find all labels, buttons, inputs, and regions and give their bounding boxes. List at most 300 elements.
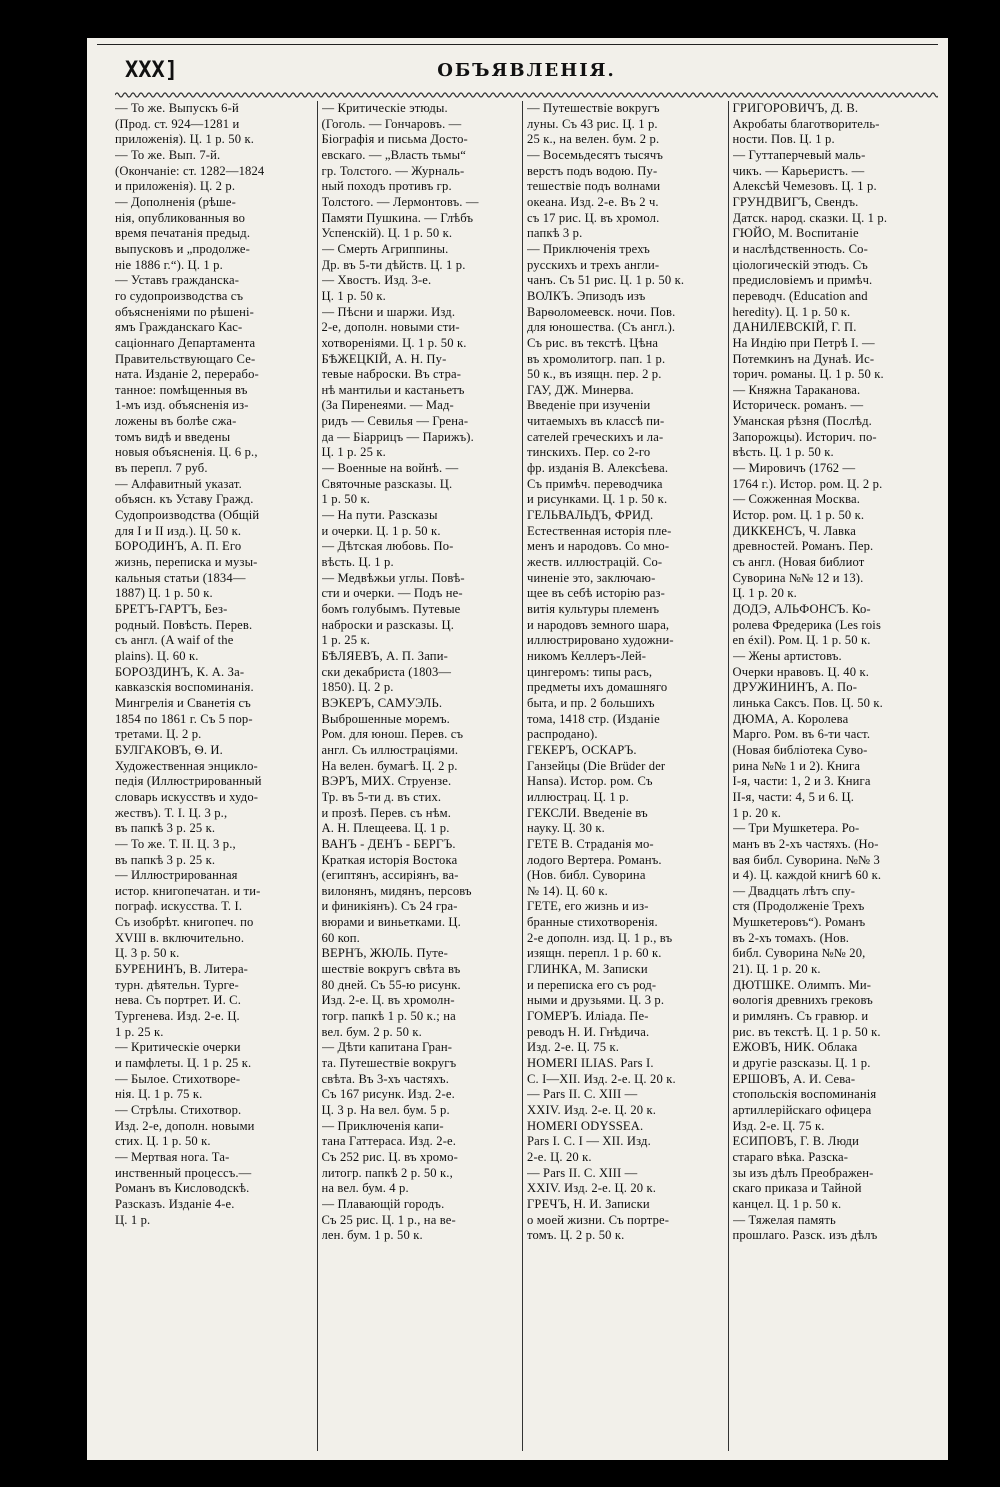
text-line: для юношества. (Съ англ.). <box>527 320 676 335</box>
text-line: Естественная исторія пле- <box>527 523 672 538</box>
text-line: Толстого. — Лермонтовъ. — <box>321 194 479 209</box>
text-line: ГЕКЕРЪ, ОСКАРЪ. <box>527 742 637 757</box>
text-line: 80 дней. Съ 55-ю рисунк. <box>321 977 461 992</box>
text-line: сателей греческихъ и ла- <box>527 429 664 444</box>
text-line: Судопроизводства (Общій <box>115 508 260 523</box>
text-line: быта, и пр. 2 большихъ <box>527 695 655 710</box>
text-line: ЕЖОВЪ, НИК. Облака <box>732 1040 858 1055</box>
text-line: чиненіе это, заключаю- <box>527 570 656 585</box>
text-line: новыя объясненія. Ц. 6 р., <box>115 445 258 460</box>
text-line: пограф. искусства. Т. I. <box>115 899 243 914</box>
text-line: XVIII в. включительно. <box>115 930 245 945</box>
text-line: 1 р. 20 к. <box>732 805 782 820</box>
text-line: — То же. Вып. 7-й. <box>115 147 221 162</box>
text-line: изящн. перепл. 1 р. 60 к. <box>527 946 662 961</box>
text-line: Разсказъ. Изданіе 4-е. <box>115 1196 235 1211</box>
text-line: бомъ голубымъ. Путевые <box>321 602 461 616</box>
wavy-divider <box>115 90 938 100</box>
text-line: БѢЖЕЦКІЙ, А. Н. Пу- <box>321 351 447 366</box>
text-line: папкѣ 3 р. <box>527 226 583 241</box>
text-line: II-я, части: 4, 5 и 6. Ц. <box>732 789 855 804</box>
text-line: Истор. ром. Ц. 1 р. 50 к. <box>732 508 865 523</box>
text-line: стопольскія воспоминанія <box>732 1087 877 1102</box>
text-line: Романъ въ Кисловодскѣ. <box>115 1181 250 1196</box>
column-1 <box>111 101 317 1451</box>
text-line: русскихъ и трехъ англи- <box>527 257 660 272</box>
text-line: БОРОЗДИНЪ, К. А. За- <box>115 664 245 679</box>
text-line: — Дѣти капитана Гран- <box>321 1040 453 1055</box>
text-line: нева. Съ портрет. И. С. <box>115 993 242 1008</box>
text-columns <box>111 101 933 1451</box>
text-line: Введеніе при изученіи <box>527 398 651 413</box>
text-line: Ром. для юнош. Перев. съ <box>321 727 464 742</box>
text-line: ВОЛКЪ. Эпизодъ изъ <box>527 288 646 303</box>
text-line: ніе 1886 г.“). Ц. 1 р. <box>115 257 223 272</box>
text-line: — Медвѣжьи углы. Повѣ- <box>321 570 465 585</box>
text-line: ВАНЪ - ДЕНЪ - БЕРГЪ. <box>321 836 456 851</box>
text-line: Ц. 1 р. <box>115 1212 151 1227</box>
text-line: Выброшенные моремъ. <box>321 711 450 726</box>
text-line: 1764 г.). Истор. ром. Ц. 2 р. <box>732 476 883 491</box>
text-line: На Индію при Петрѣ I. — <box>732 335 875 350</box>
text-line: въ папкѣ 3 р. 25 к. <box>115 852 216 867</box>
text-line: 1 р. 50 к. <box>321 492 371 507</box>
text-line: томъ видѣ и введены <box>115 429 231 444</box>
text-line: Очерки нравовъ. Ц. 40 к. <box>732 664 870 679</box>
text-line: рина №№ 1 и 2). Книга <box>732 758 861 773</box>
text-line: тома, 1418 стр. (Изданіе <box>527 711 660 726</box>
text-line: 21). Ц. 1 р. 20 к. <box>732 962 821 977</box>
text-line: — Плавающій городъ. <box>321 1196 445 1211</box>
text-line: о моей жизни. Съ портре- <box>527 1212 670 1227</box>
text-line: переводч. (Education and <box>732 288 868 303</box>
text-line: Hansa). Истор. ром. Съ <box>527 774 653 789</box>
text-line: — Сожженная Москва. <box>732 492 861 507</box>
text-line: шествіе вокругъ свѣта въ <box>321 962 461 977</box>
text-line: та. Путешествіе вокругъ <box>321 1056 457 1071</box>
text-line: Изд. 2-е. Ц. 75 к. <box>527 1040 620 1055</box>
text-line: ролева Фредерика (Les rois <box>732 617 882 632</box>
text-line: ДАНИЛЕВСКІЙ, Г. П. <box>732 320 857 335</box>
text-line: вюрами и виньетками. Ц. <box>321 915 461 930</box>
text-line: (За Пиренеями. — Мад- <box>321 398 454 413</box>
text-line: тинскихъ. Пер. со 2-го <box>527 445 651 460</box>
text-line: ѳологія древнихъ грековъ <box>732 993 873 1008</box>
text-line: Памяти Пушкина. — Глѣбъ <box>321 210 474 225</box>
text-line: науку. Ц. 30 к. <box>527 821 605 836</box>
text-line: ГЕКСЛИ. Введеніе въ <box>527 805 648 820</box>
text-line: 1 р. 25 к. <box>321 633 371 648</box>
text-line: — Жены артистовъ. <box>732 648 842 663</box>
text-line: Святочные разсказы. Ц. <box>321 476 453 491</box>
text-line: англ. Съ иллюстраціями. <box>321 742 459 757</box>
text-line: приложенія). Ц. 1 р. 50 к. <box>115 132 255 147</box>
text-line: да — Біаррицъ — Парижъ). <box>321 429 474 444</box>
text-line: скаго приказа и Тайной <box>732 1181 862 1196</box>
text-line: 50 к., въ изящн. пер. 2 р. <box>527 367 662 382</box>
text-line: томъ. Ц. 2 р. 50 к. <box>527 1228 625 1243</box>
text-line: зы изъ дѣлъ Преображен- <box>732 1165 874 1180</box>
text-line: XXIV. Изд. 2-е. Ц. 20 к. <box>527 1181 657 1196</box>
text-line: (Прод. ст. 924—1281 и <box>115 116 240 131</box>
text-line: 1-мъ изд. объясненія из- <box>115 398 249 413</box>
text-line: танное: помѣщенныя въ <box>115 382 248 397</box>
text-line: предметы ихъ домашняго <box>527 680 668 695</box>
text-line: для I и II изд.). Ц. 50 к. <box>115 523 242 538</box>
text-line: и памфлеты. Ц. 1 р. 25 к. <box>115 1056 252 1071</box>
text-line: (Нов. библ. Суворина <box>527 868 646 883</box>
text-line: Художественная энцикло- <box>115 758 258 773</box>
text-line: педія (Иллюстрированный <box>115 774 262 789</box>
text-line: Марго. Ром. въ 6-ти част. <box>732 727 871 742</box>
top-rule <box>97 44 938 45</box>
text-line: БУРЕНИНЪ, В. Литера- <box>115 962 249 977</box>
text-line: никомъ Келлеръ-Лей- <box>527 648 647 663</box>
text-line: свѣта. Въ 3-хъ частяхъ. <box>321 1071 450 1086</box>
text-line: третами. Ц. 2 р. <box>115 727 202 742</box>
text-line: Съ 25 рис. Ц. 1 р., на ве- <box>321 1212 456 1227</box>
text-line: иллюстрировано художни- <box>527 633 674 648</box>
page-title: ОБЪЯВЛЕНІЯ. <box>437 60 616 81</box>
text-line: ДЮМА, А. Королева <box>732 711 849 726</box>
text-line: лодого Вертера. Романъ. <box>527 852 662 867</box>
text-line: — Гуттаперчевый маль- <box>732 147 866 162</box>
text-line: вилонянъ, мидянъ, персовъ <box>321 883 472 898</box>
text-line: — Пѣсни и шаржи. Изд. <box>321 304 456 319</box>
text-line: ГЛИНКА, М. Записки <box>527 962 648 977</box>
text-line: (Гоголь. — Гончаровъ. — <box>321 116 462 131</box>
text-line: кальныя статьи (1834— <box>115 570 246 585</box>
column-4 <box>728 101 934 1451</box>
text-line: вѣсть. Ц. 1 р. 50 к. <box>732 445 834 460</box>
text-line: Варѳоломеевск. ночи. Пов. <box>527 304 676 319</box>
text-line: ЕРШОВЪ, А. И. Сева- <box>732 1071 856 1086</box>
text-line: кавказскія воспоминанія. <box>115 680 254 695</box>
text-line: — На пути. Разсказы <box>321 508 438 523</box>
text-line: и финикіянъ). Съ 24 гра- <box>321 899 458 914</box>
text-line: 1850). Ц. 2 р. <box>321 680 394 695</box>
text-line: щее въ себѣ исторію раз- <box>527 586 666 601</box>
text-line: — То же. Выпускъ 6-й <box>115 101 239 115</box>
text-line: Тр. въ 5-ти д. въ стих. <box>321 789 442 804</box>
text-line: Успенскій). Ц. 1 р. 50 к. <box>321 226 453 241</box>
text-line: Краткая исторія Востока <box>321 852 458 867</box>
text-line: Съ примѣч. переводчика <box>527 476 663 491</box>
text-line: Датск. народ. сказки. Ц. 1 р. <box>732 210 888 225</box>
text-line: турн. дѣятельн. Турге- <box>115 977 239 992</box>
text-line: цингеромъ: типы расъ, <box>527 664 653 679</box>
text-line: родный. Повѣсть. Перев. <box>115 617 253 632</box>
text-line: гр. Толстого. — Журналь- <box>321 163 465 178</box>
text-line: — Приключенія капи- <box>321 1118 444 1133</box>
text-line: — Приключенія трехъ <box>527 241 650 256</box>
text-line: ложены въ болѣе сжа- <box>115 414 237 429</box>
text-line: HOMERI ODYSSEA. <box>527 1118 644 1133</box>
text-line: 2-е. Ц. 20 к. <box>527 1149 592 1164</box>
text-line: heredity). Ц. 1 р. 50 к. <box>732 304 851 319</box>
text-line: — Хвостъ. Изд. 3-е. <box>321 273 432 288</box>
text-line: выпусковъ и „продолже- <box>115 241 250 256</box>
text-line: фр. изданія В. Алексѣева. <box>527 461 669 476</box>
text-line: 60 коп. <box>321 930 360 945</box>
text-line: ГРЕЧЪ, Н. И. Записки <box>527 1196 650 1211</box>
text-line: — Критическіе очерки <box>115 1040 241 1055</box>
text-line: — Pars II. C. XIII — <box>527 1165 638 1180</box>
text-line: ными и друзьями. Ц. 3 р. <box>527 993 665 1008</box>
text-line: HOMERI ILIAS. Pars I. <box>527 1056 654 1071</box>
text-line: нѣ мантильи и кастаньетъ <box>321 382 465 397</box>
text-line: ЕСИПОВЪ, Г. В. Люди <box>732 1134 859 1149</box>
text-line: Мингрелія и Сванетія съ <box>115 695 251 710</box>
text-line: Потемкинъ на Дунаѣ. Ис- <box>732 351 875 366</box>
text-line: I-я, части: 1, 2 и 3. Книга <box>732 774 871 789</box>
text-line: Уманская рѣзня (Послѣд. <box>732 414 872 429</box>
text-line: въ папкѣ 3 р. 25 к. <box>115 821 216 836</box>
column-2 <box>317 101 523 1451</box>
text-line: и переписка его съ род- <box>527 977 657 992</box>
text-line: въ 2-хъ томахъ. (Нов. <box>732 930 850 945</box>
text-line: ности. Пов. Ц. 1 р. <box>732 132 835 147</box>
text-line: прошлаго. Разск. изъ дѣлъ <box>732 1228 878 1243</box>
text-line: въ перепл. 7 руб. <box>115 461 208 476</box>
text-line: ВЕРНЪ, ЖЮЛЬ. Путе- <box>321 946 448 961</box>
text-line: — Уставъ гражданска- <box>115 273 240 288</box>
text-line: тешествіе подъ волнами <box>527 179 661 194</box>
text-line: — Три Мушкетера. Ро- <box>732 821 860 836</box>
text-line: вел. бум. 2 р. 50 к. <box>321 1024 422 1039</box>
text-line: Съ изобрѣт. книгопеч. по <box>115 915 254 930</box>
text-line: витія культуры племенъ <box>527 602 660 616</box>
text-line: тевые наброски. Въ стра- <box>321 367 462 382</box>
text-line: древностей. Романъ. Пер. <box>732 539 874 554</box>
text-line: ВЭКЕРЪ, САМУЭЛЬ. <box>321 695 443 710</box>
text-line: бранные стихотворенія. <box>527 915 658 930</box>
text-line: Алексѣй Чемезовъ. Ц. 1 р. <box>732 179 877 194</box>
text-line: Запорожцы). Историч. по- <box>732 429 877 444</box>
text-line: — Дѣтская любовь. По- <box>321 539 454 554</box>
text-line: словарь искусствъ и худо- <box>115 789 259 804</box>
text-line: ГАУ, ДЖ. Минерва. <box>527 382 634 397</box>
text-line: — Путешествіе вокругъ <box>527 101 660 115</box>
text-line: въ хромолитогр. пап. 1 р. <box>527 351 666 366</box>
text-line: реводъ Н. И. Гнѣдича. <box>527 1024 650 1039</box>
text-line: — Мировичъ (1762 — <box>732 461 856 476</box>
text-line: Мушкетеровъ“). Романъ <box>732 915 866 930</box>
text-line: — Былое. Стихотворе- <box>115 1071 241 1086</box>
text-line: ВЭРЪ, МИХ. Струензе. <box>321 774 452 789</box>
text-line: и другіе разсказы. Ц. 1 р. <box>732 1056 871 1071</box>
text-line: го судопроизводства съ <box>115 288 244 303</box>
text-line: Историческ. романъ. — <box>732 398 864 413</box>
text-line: Изд. 2-е. Ц. въ хромолн- <box>321 993 455 1008</box>
text-line: Акробаты благотворитель- <box>732 116 880 131</box>
text-line: Біографія и письма Досто- <box>321 132 468 147</box>
text-line: стих. Ц. 1 р. 50 к. <box>115 1134 211 1149</box>
text-line: 1854 по 1861 г. Съ 5 пор- <box>115 711 253 726</box>
text-line: верстъ подъ водою. Пу- <box>527 163 658 178</box>
text-line: истор. книгопечатан. и ти- <box>115 883 261 898</box>
text-line: Съ 167 рисунк. Изд. 2-е. <box>321 1087 455 1102</box>
text-line: съ англ. (A waif of the <box>115 633 234 648</box>
text-line: plains). Ц. 60 к. <box>115 648 199 663</box>
text-line: тогр. папкѣ 1 р. 50 к.; на <box>321 1009 456 1024</box>
text-line: рис. въ текстѣ. Ц. 1 р. 50 к. <box>732 1024 881 1039</box>
text-line: ГЕТЕ В. Страданія мо- <box>527 836 654 851</box>
text-line: Изд. 2-е. Ц. 75 к. <box>732 1118 825 1133</box>
text-line: ГЕЛЬВАЛЬДЪ, ФРИД. <box>527 508 654 523</box>
text-line: манъ въ 2-хъ частяхъ. (Но- <box>732 836 879 851</box>
text-line: ната. Изданіе 2, перерабо- <box>115 367 259 382</box>
text-line: — Княжна Тараканова. <box>732 382 861 397</box>
text-line: чанъ. Съ 51 рис. Ц. 1 р. 50 к. <box>527 273 685 288</box>
text-line: — То же. Т. II. Ц. 3 р., <box>115 836 236 851</box>
text-line: и наслѣдственность. Со- <box>732 241 868 256</box>
text-line: — Военные на войнѣ. — <box>321 461 459 476</box>
text-line: хотвореніями. Ц. 1 р. 50 к. <box>321 335 467 350</box>
text-line: БОРОДИНЪ, А. П. Его <box>115 539 242 554</box>
text-line: Ц. 1 р. 25 к. <box>321 445 386 460</box>
text-line: — Критическіе этюды. <box>321 101 448 115</box>
text-line: БѢЛЯЕВЪ, А. П. Запи- <box>321 648 448 663</box>
text-line: Правительствующаго Се- <box>115 351 256 366</box>
text-line: — Дополненія (рѣше- <box>115 194 236 209</box>
text-line: иллюстрац. Ц. 1 р. <box>527 789 629 804</box>
text-line: — Двадцать лѣтъ спу- <box>732 883 856 898</box>
text-line: литогр. папкѣ 2 р. 50 к., <box>321 1165 453 1180</box>
page-number: XXX] <box>125 58 178 83</box>
text-line: нія. Ц. 1 р. 75 к. <box>115 1087 203 1102</box>
text-line: нія, опубликованныя во <box>115 210 246 225</box>
text-line: 25 к., на велен. бум. 2 р. <box>527 132 660 147</box>
text-line: на вел. бум. 4 р. <box>321 1181 409 1196</box>
text-line: и приложенія). Ц. 2 р. <box>115 179 236 194</box>
text-line: лен. бум. 1 р. 50 к. <box>321 1228 423 1243</box>
text-line: и 4). Ц. каждой книгѣ 60 к. <box>732 868 882 883</box>
page-header <box>125 58 928 94</box>
text-line: Съ 252 рис. Ц. въ хромо- <box>321 1149 458 1164</box>
text-line: 2-е, дополн. новыми сти- <box>321 320 460 335</box>
text-line: ямъ Гражданскаго Кас- <box>115 320 243 335</box>
text-line: БУЛГАКОВЪ, Ѳ. И. <box>115 742 223 757</box>
text-line: ски декабриста (1803— <box>321 664 452 679</box>
text-line: ГРИГОРОВИЧЪ, Д. В. <box>732 101 859 115</box>
text-line: — Стрѣлы. Стихотвор. <box>115 1103 242 1117</box>
text-line: (Окончаніе: ст. 1282—1824 <box>115 163 265 178</box>
text-line: Ц. 1 р. 20 к. <box>732 586 797 601</box>
text-line: ГОМЕРЪ. Иліада. Пе- <box>527 1009 649 1024</box>
text-line: менъ и народовъ. Со мно- <box>527 539 670 554</box>
text-line: чикъ. — Карьеристъ. — <box>732 163 865 178</box>
text-line: библ. Суворина №№ 20, <box>732 946 866 961</box>
text-line: время печатанія предыд. <box>115 226 251 241</box>
text-line: распродано). <box>527 727 598 742</box>
text-line: сти и очерки. — Подъ не- <box>321 586 463 601</box>
scanned-page <box>87 38 948 1460</box>
text-line: Изд. 2-е, дополн. новыми <box>115 1118 255 1133</box>
text-line: Суворина №№ 12 и 13). <box>732 570 864 585</box>
text-line: — Восемьдесятъ тысячъ <box>527 147 663 162</box>
text-line: Съ рис. въ текстѣ. Цѣна <box>527 335 659 350</box>
text-line: жизнь, переписка и музы- <box>115 555 258 570</box>
text-line: Др. въ 5-ти дѣйств. Ц. 1 р. <box>321 257 466 272</box>
text-line: 1887) Ц. 1 р. 50 к. <box>115 586 213 601</box>
text-line: инственный процессъ.— <box>115 1165 252 1180</box>
text-line: Pars I. C. I — XII. Изд. <box>527 1134 651 1149</box>
text-line: тана Гаттераса. Изд. 2-е. <box>321 1134 457 1149</box>
text-line: съ англ. (Новая библиот <box>732 555 865 570</box>
text-line: линька Саксъ. Пов. Ц. 50 к. <box>732 695 883 710</box>
text-line: 1 р. 25 к. <box>115 1024 164 1039</box>
text-line: Ц. 3 р. На вел. бум. 5 р. <box>321 1103 450 1117</box>
text-line: океана. Изд. 2-е. Въ 2 ч. <box>527 194 659 209</box>
text-line: — Pars II. C. XIII — <box>527 1087 638 1102</box>
text-line: и народовъ земного шара, <box>527 617 670 632</box>
text-line: — Иллюстрированная <box>115 868 238 883</box>
text-line: ГРУНДВИГЪ, Свендъ. <box>732 194 859 209</box>
text-line: ДОДЭ, АЛЬФОНСЪ. Ко- <box>732 602 871 616</box>
text-line: торич. романы. Ц. 1 р. 50 к. <box>732 367 884 382</box>
text-line: ГЕТЕ, его жизнь и из- <box>527 899 649 914</box>
text-line: № 14). Ц. 60 к. <box>527 883 608 898</box>
text-line: ДЮТШКЕ. Олимпъ. Ми- <box>732 977 872 992</box>
text-line: наброски и разсказы. Ц. <box>321 617 455 632</box>
text-line: вѣсть. Ц. 1 р. <box>321 555 394 570</box>
text-line: читаемыхъ въ классѣ пи- <box>527 414 665 429</box>
text-line: На велен. бумагѣ. Ц. 2 р. <box>321 758 458 773</box>
text-line: евскаго. — „Власть тьмы“ <box>321 147 466 162</box>
text-line: съ 17 рис. Ц. въ хромол. <box>527 210 660 225</box>
text-line: ДИККЕНСЪ, Ч. Лавка <box>732 523 856 538</box>
text-line: Ц. 3 р. 50 к. <box>115 946 180 961</box>
text-line: ціологическій этюдъ. Съ <box>732 257 868 272</box>
text-line: C. I—XII. Изд. 2-е. Ц. 20 к. <box>527 1071 676 1086</box>
text-line: Ганзейцы (Die Brüder der <box>527 758 666 773</box>
text-line: стя (Продолженіе Трехъ <box>732 899 865 914</box>
text-line: 2-е дополн. изд. Ц. 1 р., въ <box>527 930 673 945</box>
text-line: А. Н. Плещеева. Ц. 1 р. <box>321 821 450 836</box>
text-line: ридъ — Севилья — Грена- <box>321 414 469 429</box>
text-line: вая библ. Суворина. №№ 3 <box>732 852 880 867</box>
text-line: жеств. иллюстрацій. Со- <box>527 555 663 570</box>
text-line: (египтянъ, ассиріянъ, ва- <box>321 868 459 883</box>
text-line: жествъ). Т. I. Ц. 3 р., <box>115 805 228 820</box>
text-line: ДРУЖИНИНЪ, А. По- <box>732 680 858 695</box>
text-line: ный походъ противъ гр. <box>321 179 452 194</box>
text-line: артиллерійскаго офицера <box>732 1103 872 1117</box>
text-line: — Тяжелая память <box>732 1212 836 1227</box>
text-line: — Смерть Агриппины. <box>321 241 449 256</box>
text-line: БРЕТЪ-ГАРТЪ, Без- <box>115 602 228 616</box>
text-line: Ц. 1 р. 50 к. <box>321 288 386 303</box>
text-line: XXIV. Изд. 2-е. Ц. 20 к. <box>527 1103 657 1117</box>
text-line: канцел. Ц. 1 р. 50 к. <box>732 1196 842 1211</box>
text-line: объясненіями по рѣшені- <box>115 304 254 319</box>
text-line: и очерки. Ц. 1 р. 50 к. <box>321 523 441 538</box>
text-line: en éxil). Ром. Ц. 1 р. 50 к. <box>732 633 871 648</box>
text-line: — Мертвая нога. Та- <box>115 1149 230 1164</box>
text-line: и рисунками. Ц. 1 р. 50 к. <box>527 492 668 507</box>
text-line: и римлянъ. Съ гравюр. и <box>732 1009 869 1024</box>
text-line: саціоннаго Департамента <box>115 335 256 350</box>
text-line: луны. Съ 43 рис. Ц. 1 р. <box>527 116 658 131</box>
text-line: объясн. къ Уставу Гражд. <box>115 492 254 507</box>
text-line: предисловіемъ и примѣч. <box>732 273 873 288</box>
text-line: ГЮЙО, М. Воспитаніе <box>732 226 859 241</box>
text-line: и прозѣ. Перев. съ нѣм. <box>321 805 452 820</box>
text-line: стараго вѣка. Разска- <box>732 1149 849 1164</box>
text-line: (Новая библіотека Суво- <box>732 742 868 757</box>
text-line: — Алфавитный указат. <box>115 476 242 491</box>
